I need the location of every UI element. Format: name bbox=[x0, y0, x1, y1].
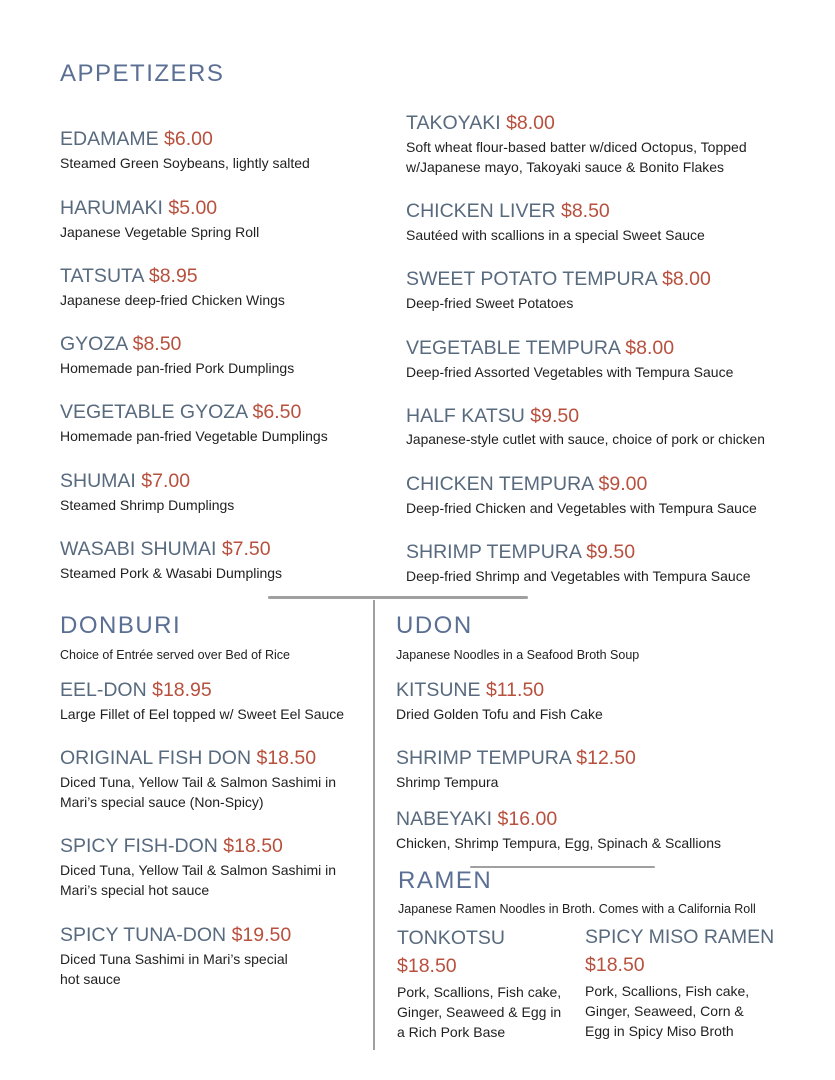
item-name: SPICY TUNA-DON bbox=[60, 924, 227, 946]
item-name: WASABI SHUMAI bbox=[60, 538, 217, 560]
item-price: $18.95 bbox=[152, 679, 212, 701]
menu-item-vegetable-tempura bbox=[406, 336, 816, 382]
item-description: Japanese deep-fried Chicken Wings bbox=[60, 292, 285, 308]
menu-item-chicken-liver bbox=[406, 199, 816, 245]
item-description: Dried Golden Tofu and Fish Cake bbox=[396, 706, 603, 722]
item-name: EDAMAME bbox=[60, 128, 159, 150]
section-divider-horizontal bbox=[268, 596, 528, 599]
menu-item-wasabi-shumai bbox=[60, 537, 380, 583]
item-price: $9.50 bbox=[586, 541, 636, 563]
item-description: Shrimp Tempura bbox=[396, 774, 499, 790]
item-price: $8.50 bbox=[560, 200, 610, 222]
ramen-subtitle: Japanese Ramen Noodles in Broth. Comes with a California Roll bbox=[398, 902, 756, 916]
item-description: Deep-fried Shrimp and Vegetables with Tempura Sauce bbox=[406, 568, 751, 584]
item-price: $7.50 bbox=[221, 538, 271, 560]
item-name: SPICY FISH-DON bbox=[60, 835, 218, 857]
item-price: $18.50 bbox=[256, 747, 317, 769]
item-name: SHRIMP TEMPURA bbox=[396, 747, 571, 769]
item-description: Steamed Green Soybeans, lightly salted bbox=[60, 155, 310, 171]
item-price: $8.95 bbox=[148, 265, 198, 287]
item-description: Pork, Scallions, Fish cake, Ginger, Seaweed & Egg in a Rich Pork Base bbox=[397, 984, 562, 1040]
menu-item-chicken-tempura bbox=[406, 472, 816, 518]
item-price: $7.00 bbox=[141, 470, 191, 492]
item-description: Soft wheat flour-based batter w/diced Octopus, Topped w/Japanese mayo, Takoyaki sauce & Bonito Flakes bbox=[406, 139, 747, 175]
item-price: $9.00 bbox=[598, 473, 648, 495]
ramen-divider bbox=[470, 866, 655, 868]
item-description: Diced Tuna, Yellow Tail & Salmon Sashimi in Mari’s special hot sauce bbox=[60, 862, 337, 898]
item-name: SHRIMP TEMPURA bbox=[406, 541, 581, 563]
item-name: NABEYAKI bbox=[396, 808, 493, 830]
item-name: HALF KATSU bbox=[406, 405, 525, 427]
menu-item-spicy-miso-ramen bbox=[585, 925, 775, 1041]
item-name: EEL-DON bbox=[60, 679, 147, 701]
item-description: Steamed Pork & Wasabi Dumplings bbox=[60, 565, 283, 581]
item-description: Pork, Scallions, Fish cake, Ginger, Seaweed, Corn & Egg in Spicy Miso Broth bbox=[585, 983, 750, 1039]
item-price: $9.50 bbox=[530, 405, 580, 427]
appetizers-title: APPETIZERS bbox=[60, 60, 225, 87]
item-price: $11.50 bbox=[485, 679, 545, 701]
menu-item-vegetable-gyoza bbox=[60, 400, 390, 446]
menu-item-kitsune bbox=[396, 678, 816, 724]
menu-item-shrimp-tempura-udon bbox=[396, 746, 816, 792]
menu-item-harumaki bbox=[60, 196, 380, 242]
item-price: $8.00 bbox=[506, 112, 555, 134]
menu-item-eel-don bbox=[60, 678, 360, 724]
menu-item-spicy-tuna-don bbox=[60, 923, 360, 989]
item-name: VEGETABLE TEMPURA bbox=[406, 337, 620, 359]
item-name: TONKOTSU bbox=[397, 927, 505, 949]
item-name: KITSUNE bbox=[396, 679, 481, 701]
item-description: Steamed Shrimp Dumplings bbox=[60, 497, 235, 513]
item-description: Large Fillet of Eel topped w/ Sweet Eel Sauce bbox=[60, 706, 345, 722]
item-description: Deep-fried Chicken and Vegetables with Tempura Sauce bbox=[406, 500, 757, 516]
item-name: HARUMAKI bbox=[60, 197, 163, 219]
item-name: ORIGINAL FISH DON bbox=[60, 747, 252, 769]
donburi-title: DONBURI bbox=[60, 612, 182, 639]
menu-item-spicy-fish-don bbox=[60, 834, 360, 900]
item-name: SWEET POTATO TEMPURA bbox=[406, 268, 657, 290]
item-description: Homemade pan-fried Pork Dumplings bbox=[60, 360, 295, 376]
item-description: Homemade pan-fried Vegetable Dumplings bbox=[60, 428, 328, 444]
item-description: Sautéed with scallions in a special Sweet Sauce bbox=[406, 227, 705, 243]
item-price: $5.00 bbox=[168, 197, 218, 219]
udon-subtitle: Japanese Noodles in a Seafood Broth Soup bbox=[396, 648, 640, 662]
menu-item-half-katsu bbox=[406, 404, 826, 450]
item-price: $6.00 bbox=[164, 128, 213, 150]
item-name: TATSUTA bbox=[60, 265, 144, 287]
item-price: $6.50 bbox=[252, 401, 302, 423]
item-description: Japanese-style cutlet with sauce, choice of pork or chicken bbox=[406, 432, 765, 447]
item-name: SPICY MISO RAMEN bbox=[585, 926, 775, 948]
item-price: $8.50 bbox=[132, 333, 182, 355]
item-name: CHICKEN LIVER bbox=[406, 200, 556, 222]
item-description: Deep-fried Sweet Potatoes bbox=[406, 295, 574, 311]
section-divider-vertical bbox=[373, 600, 375, 1050]
menu-item-shrimp-tempura-appetizer bbox=[406, 540, 816, 586]
menu-item-nabeyaki bbox=[396, 807, 816, 853]
menu-item-original-fish-don bbox=[60, 746, 360, 812]
menu-item-shumai bbox=[60, 469, 380, 515]
item-price: $18.50 bbox=[223, 835, 283, 857]
menu-item-gyoza bbox=[60, 332, 380, 378]
item-description: Diced Tuna Sashimi in Mari’s special hot sauce bbox=[60, 951, 288, 987]
item-price: $8.00 bbox=[662, 268, 711, 290]
item-name: CHICKEN TEMPURA bbox=[406, 473, 594, 495]
menu-item-sweet-potato-tempura bbox=[406, 267, 816, 313]
item-name: SHUMAI bbox=[60, 470, 136, 492]
menu-item-tonkotsu bbox=[397, 926, 572, 1042]
item-name: VEGETABLE GYOZA bbox=[60, 401, 248, 423]
menu-item-tatsuta bbox=[60, 264, 380, 310]
item-price: $12.50 bbox=[576, 747, 636, 769]
item-name: TAKOYAKI bbox=[406, 112, 501, 134]
menu-item-takoyaki bbox=[406, 111, 816, 177]
item-name: GYOZA bbox=[60, 333, 128, 355]
item-description: Japanese Vegetable Spring Roll bbox=[60, 224, 260, 240]
item-price: $18.50 bbox=[585, 954, 645, 976]
item-price: $19.50 bbox=[231, 924, 292, 946]
item-price: $16.00 bbox=[497, 808, 558, 830]
item-price: $18.50 bbox=[397, 955, 457, 977]
donburi-subtitle: Choice of Entrée served over Bed of Rice bbox=[60, 648, 290, 662]
item-price: $8.00 bbox=[625, 337, 675, 359]
item-description: Deep-fried Assorted Vegetables with Tempura Sauce bbox=[406, 364, 734, 380]
udon-title: UDON bbox=[396, 612, 473, 639]
item-description: Diced Tuna, Yellow Tail & Salmon Sashimi in Mari’s special sauce (Non-Spicy) bbox=[60, 774, 337, 810]
menu-item-edamame bbox=[60, 127, 380, 173]
ramen-title: RAMEN bbox=[398, 867, 493, 894]
item-description: Chicken, Shrimp Tempura, Egg, Spinach & Scallions bbox=[396, 835, 722, 851]
